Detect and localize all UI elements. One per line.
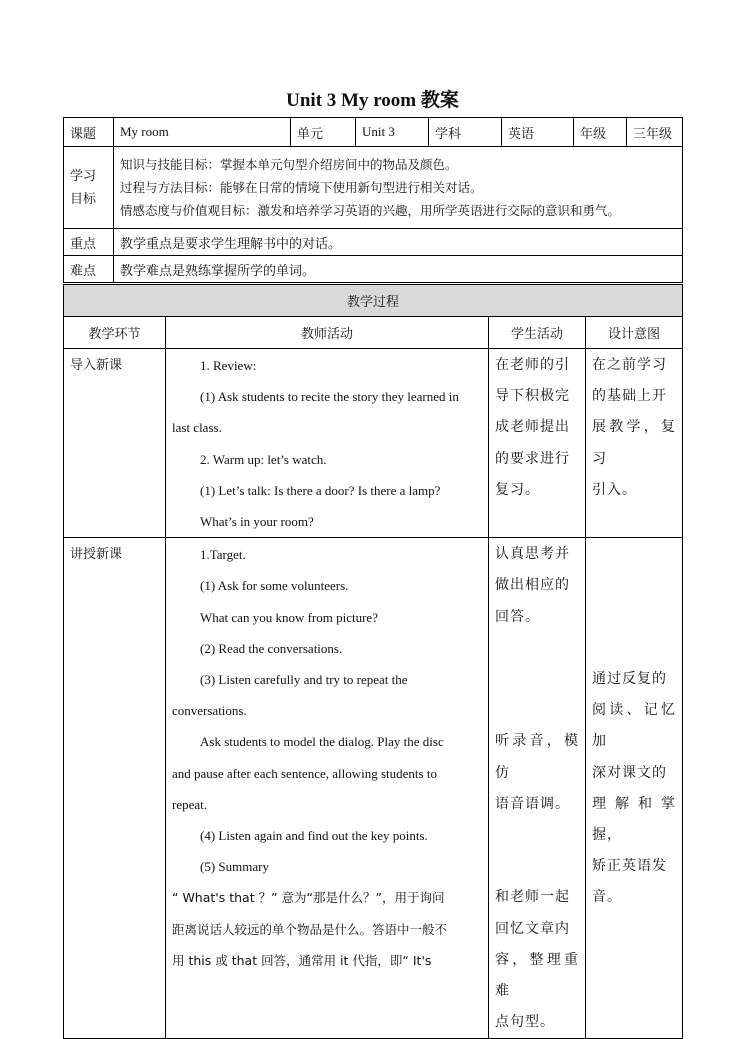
teacher-line: What can you know from picture?: [200, 609, 378, 625]
teacher-line: conversations.: [172, 703, 247, 719]
student-line: [495, 695, 579, 726]
student-line: [495, 664, 579, 695]
student-line: 的要求进行: [495, 450, 570, 467]
table-row: [64, 538, 683, 1039]
student-line: 语音语调。: [495, 795, 570, 812]
teacher-line: 距离说话人较远的单个物品是什么。答语中一般不: [172, 921, 448, 937]
objective-item: 过程与方法目标：能够在日常的情境下使用新句型进行相关对话。: [120, 180, 483, 195]
purpose-line: 音。: [592, 889, 622, 906]
column-header: 设计意图: [586, 317, 683, 349]
page-title: Unit 3 My room 教案: [286, 90, 459, 111]
purpose-line: [592, 539, 676, 570]
teacher-line: (1) Ask students to recite the story they learned in: [200, 389, 459, 405]
teacher-line: (1) Let’s talk: Is there a door? Is there a lamp?: [200, 482, 441, 498]
student-line: 做出相应的: [495, 577, 570, 594]
objectives-cell: [114, 147, 683, 229]
teacher-line: 2. Warm up: let’s watch.: [200, 451, 327, 467]
purpose-line: 展教学，复习: [592, 419, 677, 467]
student-line: 容，整理重难: [495, 951, 579, 1000]
student-line: 成老师提出: [495, 419, 570, 436]
teacher-line: Ask students to model the dialog. Play the disc: [200, 734, 444, 750]
student-line: 在老师的引: [495, 357, 570, 373]
topic-value: My room: [114, 118, 291, 147]
subject-value: 英语: [502, 118, 574, 147]
teacher-line: 1. Review:: [200, 358, 257, 373]
unit-value: Unit 3: [356, 118, 429, 147]
student-line: 导下积极完: [495, 388, 570, 405]
purpose-line: 深对课文的: [592, 764, 667, 781]
key-point-label: 重点: [64, 229, 114, 256]
objectives-label-line2: 目标: [70, 191, 97, 207]
teacher-line: 1.Target.: [200, 547, 246, 563]
purpose-cell: [586, 349, 683, 538]
table-row: [64, 349, 683, 538]
teacher-activity-cell: [166, 538, 489, 1039]
subject-label: 学科: [429, 118, 502, 147]
difficulty-label: 难点: [64, 256, 114, 283]
purpose-line: 引入。: [592, 481, 637, 498]
student-activity-cell: [489, 538, 586, 1039]
teacher-line: and pause after each sentence, allowing students to: [172, 765, 437, 781]
student-line: 复习。: [495, 481, 540, 498]
student-line: 认真思考并: [495, 546, 570, 563]
teacher-line: (4) Listen again and find out the key points.: [200, 828, 428, 844]
info-table: [63, 117, 683, 283]
student-line: [495, 633, 579, 664]
topic-label: 课题: [64, 118, 114, 147]
teacher-line: “ What's that ？” 意为“那是什么？”，用于询问: [172, 890, 445, 906]
student-line: 点句型。: [495, 1014, 555, 1031]
student-line: 和老师一起: [495, 889, 570, 906]
purpose-line: 在之前学习: [592, 357, 667, 373]
process-banner: 教学过程: [64, 285, 683, 317]
teacher-line: (2) Read the conversations.: [200, 640, 343, 656]
purpose-line: 通过反复的: [592, 671, 667, 688]
teacher-activity-cell: [166, 349, 489, 538]
student-line: 回忆文章内: [495, 920, 570, 937]
teacher-line: last class.: [172, 420, 222, 436]
purpose-line: 的基础上开: [592, 388, 667, 405]
student-line: 回答。: [495, 608, 540, 625]
teacher-line: (3) Listen carefully and try to repeat the: [200, 672, 408, 688]
student-line: [495, 851, 579, 882]
key-point-text: 教学重点是要求学生理解书中的对话。: [114, 229, 683, 256]
process-table: [63, 284, 683, 1039]
unit-label: 单元: [291, 118, 356, 147]
teacher-line: repeat.: [172, 796, 208, 812]
column-header: 学生活动: [489, 317, 586, 349]
purpose-line: 理解和掌握，: [592, 795, 677, 844]
purpose-line: 阅读、记忆加: [592, 702, 677, 750]
purpose-line: 矫正英语发: [592, 858, 667, 875]
objectives-label-line1: 学习: [70, 168, 97, 184]
objective-item: 知识与技能目标：掌握本单元句型介绍房间中的物品及颜色。: [120, 157, 458, 172]
column-header: 教学环节: [64, 317, 166, 349]
purpose-line: [592, 602, 676, 633]
stage-cell: 导入新课: [64, 349, 166, 538]
objective-item: 情感态度与价值观目标：激发和培养学习英语的兴趣，用所学英语进行交际的意识和勇气。: [120, 203, 621, 218]
student-line: [495, 820, 579, 851]
student-activity-cell: [489, 349, 586, 538]
teacher-line: What’s in your room?: [200, 514, 314, 530]
teacher-line: (5) Summary: [200, 859, 269, 875]
column-header: 教师活动: [166, 317, 489, 349]
student-line: 听录音，模仿: [495, 733, 579, 781]
grade-label: 年级: [574, 118, 627, 147]
purpose-line: [592, 633, 676, 664]
grade-value: 三年级: [627, 118, 683, 147]
teacher-line: 用 this 或 that 回答，通常用 it 代指，即“ It's: [172, 952, 432, 968]
stage-cell: 讲授新课: [64, 538, 166, 1039]
teacher-line: (1) Ask for some volunteers.: [200, 578, 349, 594]
purpose-cell: [586, 538, 683, 1039]
objectives-label: [64, 147, 114, 229]
difficulty-text: 教学难点是熟练掌握所学的单词。: [114, 256, 683, 283]
purpose-line: [592, 570, 676, 601]
